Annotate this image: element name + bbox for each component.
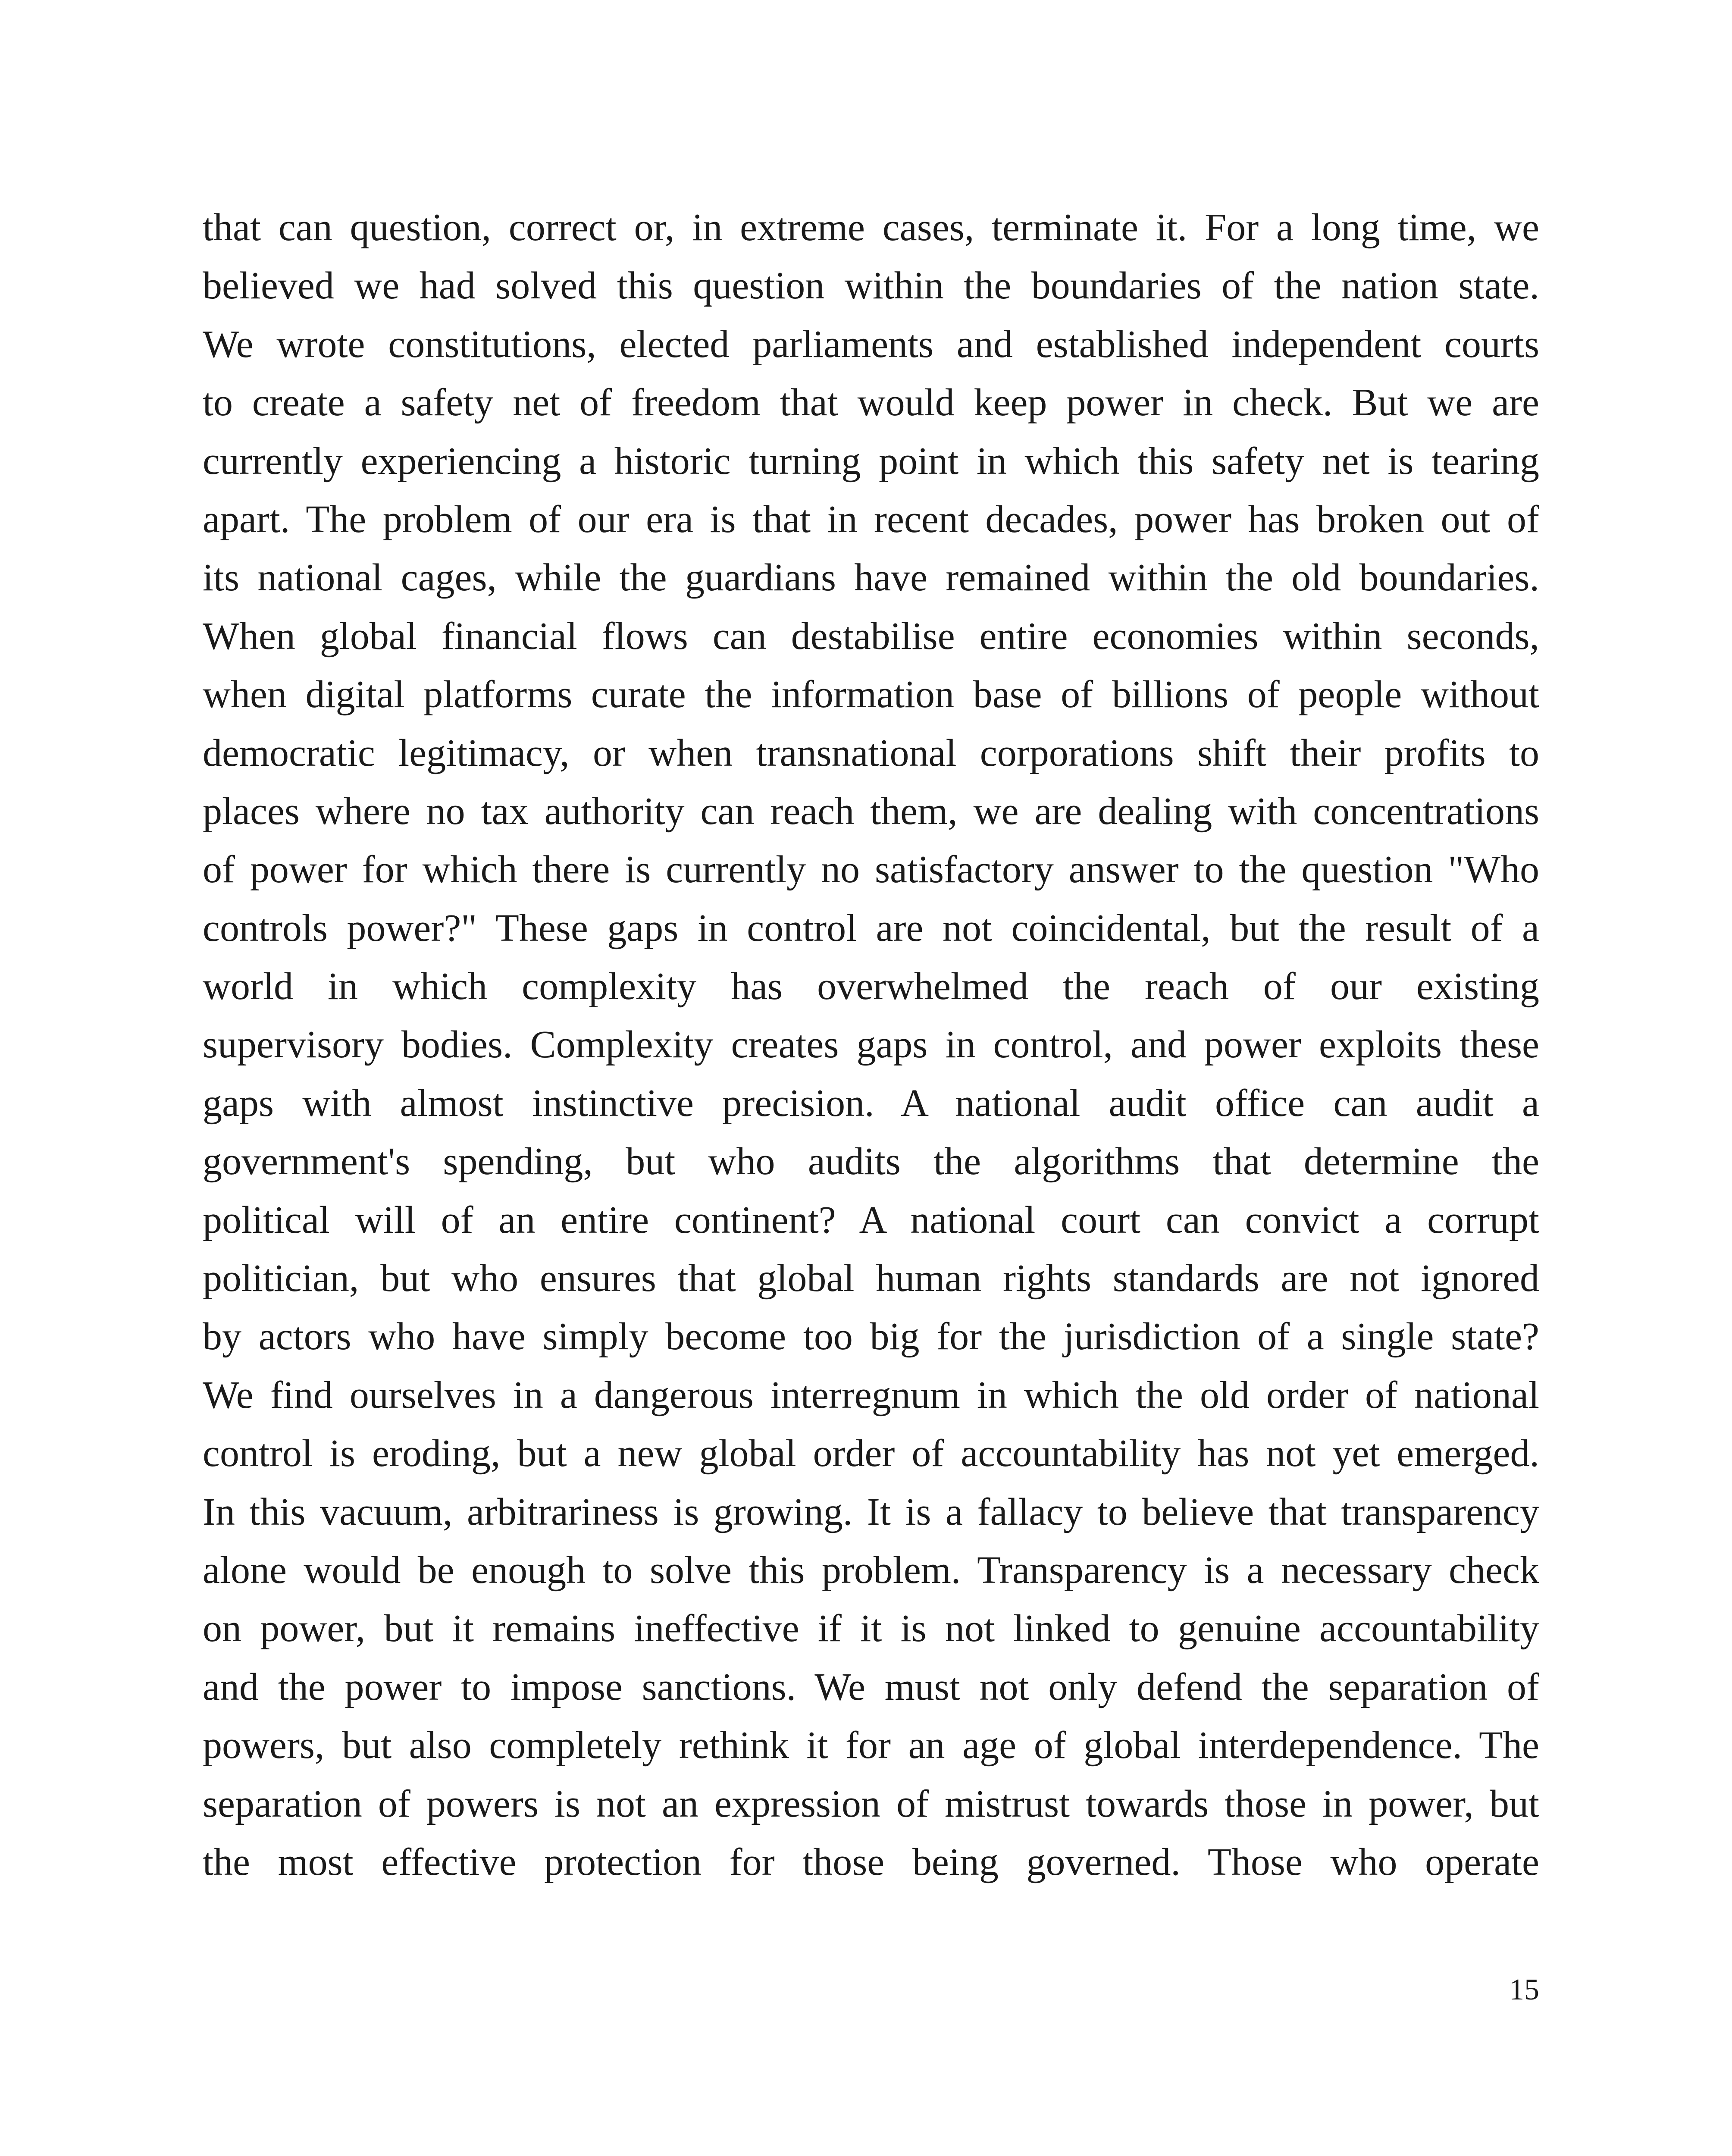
text-line: We wrote constitutions, elected parliaments and established independent courts [203,323,1539,366]
text-line: when digital platforms curate the information base of billions of people without [203,673,1539,716]
text-line: alone would be enough to solve this problem. Transparency is a necessary check [203,1548,1539,1592]
text-line: government's spending, but who audits the algorithms that determine the [203,1140,1539,1183]
text-line: currently experiencing a historic turning point in which this safety net is tearing [203,439,1539,483]
text-line: world in which complexity has overwhelmed the reach of our existing [203,965,1539,1008]
text-line: and the power to impose sanctions. We must not only defend the separation of [203,1665,1539,1708]
text-line: that can question, correct or, in extreme cases, terminate it. For a long time, we [203,206,1539,249]
text-line: apart. The problem of our era is that in recent decades, power has broken out of [203,498,1539,541]
text-line: political will of an entire continent? A national court can convict a corrupt [203,1198,1539,1241]
text-line: to create a safety net of freedom that would keep power in check. But we are [203,381,1539,424]
text-line: gaps with almost instinctive precision. A national audit office can audit a [203,1081,1539,1125]
text-line: on power, but it remains ineffective if it is not linked to genuine accountability [203,1607,1539,1650]
text-line: by actors who have simply become too big for the jurisdiction of a single state? [203,1315,1539,1358]
text-line: of power for which there is currently no satisfactory answer to the question "Who [203,848,1539,891]
text-line: politician, but who ensures that global human rights standards are not ignored [203,1257,1539,1300]
text-line: the most effective protection for those being governed. Those who operate [203,1840,1539,1883]
text-line: places where no tax authority can reach them, we are dealing with concentrations [203,790,1539,833]
text-line: control is eroding, but a new global order of accountability has not yet emerged. [203,1432,1539,1475]
text-line: We find ourselves in a dangerous interregnum in which the old order of national [203,1373,1539,1416]
text-line: When global financial flows can destabilise entire economies within seconds, [203,614,1539,658]
text-line: democratic legitimacy, or when transnational corporations shift their profits to [203,731,1539,774]
text-line: its national cages, while the guardians have remained within the old boundaries. [203,556,1539,599]
text-line: separation of powers is not an expression of mistrust towards those in power, but [203,1782,1539,1825]
text-line: In this vacuum, arbitrariness is growing. It is a fallacy to believe that transparency [203,1490,1539,1533]
body-paragraph [203,198,1539,1891]
text-line: supervisory bodies. Complexity creates gaps in control, and power exploits these [203,1023,1539,1066]
text-line: controls power?" These gaps in control are not coincidental, but the result of a [203,906,1539,950]
text-line: powers, but also completely rethink it for an age of global interdependence. The [203,1724,1539,1767]
text-line: believed we had solved this question within the boundaries of the nation state. [203,264,1539,307]
page-number: 15 [1509,1973,1539,2006]
